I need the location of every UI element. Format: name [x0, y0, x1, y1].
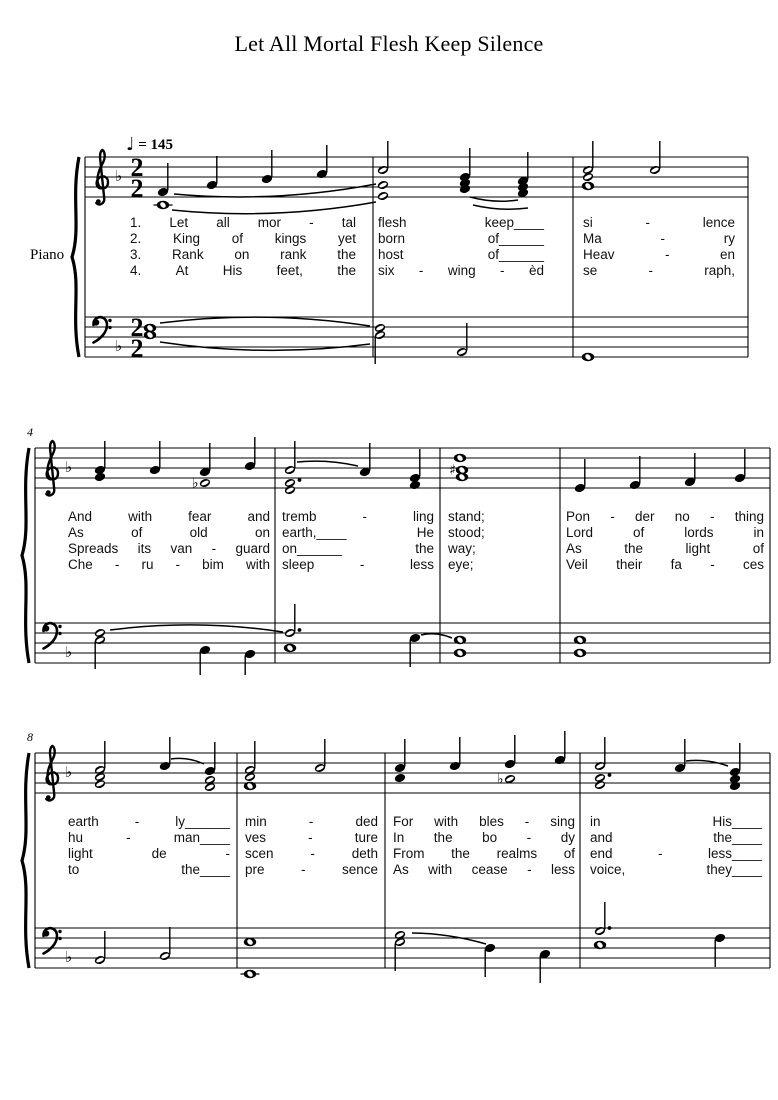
half-note	[377, 191, 390, 202]
lyric-line-verse-2: hu - man____	[68, 830, 230, 845]
lyric-line-verse-4: voice, they____	[590, 862, 762, 877]
lyric-line-verse-3: scen - deth	[245, 846, 378, 861]
time-signature-number: 2	[130, 334, 144, 363]
half-note	[594, 780, 607, 791]
half-note	[314, 739, 327, 773]
lyric-line-verse-1: flesh keep____	[378, 215, 544, 230]
lyric-line-verse-4: Veil their fa - ces	[566, 557, 764, 572]
flat-key-signature-icon: ♭	[65, 763, 73, 781]
lyric-line-verse-2: Ma - ry	[583, 231, 735, 246]
treble-clef-icon	[96, 150, 108, 205]
tie-slur	[172, 202, 376, 214]
brace-icon	[72, 157, 79, 357]
bass-clef-icon	[43, 928, 62, 953]
half-note	[377, 141, 390, 175]
flat-icon: ♭	[192, 475, 199, 492]
treble-clef-icon	[46, 746, 58, 801]
lyric-line-verse-4: six - wing - èd	[378, 263, 544, 278]
lyric-measure-column	[393, 814, 575, 878]
quarter-note	[159, 737, 172, 771]
lyric-line-verse-1: For with bles - sing	[393, 814, 575, 829]
quarter-note	[729, 781, 742, 792]
quarter-note-icon: ♩	[126, 134, 135, 155]
half-note	[582, 172, 595, 183]
quarter-note	[484, 943, 497, 977]
lyric-line-verse-2: In the bo - dy	[393, 830, 575, 845]
tie-slur	[174, 184, 376, 197]
treble-clef-icon	[46, 441, 58, 496]
lyric-line-verse-1: 1. Let all mor - tal	[130, 215, 356, 230]
quarter-note	[204, 742, 217, 776]
quarter-note	[206, 156, 219, 190]
quarter-note	[157, 163, 170, 197]
lyric-line-verse-2: stood;	[448, 525, 485, 540]
lyric-measure-column	[68, 814, 230, 878]
lyric-line-verse-2: earth,____ He	[282, 525, 434, 540]
half-note	[94, 779, 107, 790]
quarter-note	[714, 933, 727, 967]
lyric-line-verse-4: eye;	[448, 557, 474, 572]
flat-key-signature-icon: ♭	[115, 167, 123, 185]
quarter-note	[459, 148, 472, 182]
flat-key-signature-icon: ♭	[65, 458, 73, 476]
whole-note	[456, 473, 468, 481]
quarter-note	[674, 739, 687, 773]
flat-key-signature-icon: ♭	[65, 948, 73, 966]
quarter-note	[539, 949, 552, 983]
page-title: Let All Mortal Flesh Keep Silence	[234, 31, 544, 56]
lyric-line-verse-1: tremb - ling	[282, 509, 434, 524]
half-note	[394, 937, 407, 971]
tie-slur	[160, 342, 370, 350]
lyric-measure-column	[378, 215, 544, 279]
lyric-line-verse-4: sleep - less	[282, 557, 434, 572]
lyric-measure-column	[68, 509, 270, 573]
lyric-measure-column	[590, 814, 762, 878]
half-note	[244, 741, 257, 775]
lyric-line-verse-4: 4. At His feet, the	[130, 263, 356, 278]
quarter-note	[94, 472, 107, 483]
half-note	[497, 772, 516, 788]
half-note	[594, 902, 612, 936]
half-note	[94, 635, 107, 669]
half-note	[649, 141, 662, 175]
lyric-line-verse-3: way;	[448, 541, 476, 556]
quarter-note	[554, 731, 567, 765]
quarter-note	[199, 645, 212, 675]
lyric-line-verse-3: From the realms of	[393, 846, 575, 861]
quarter-note	[244, 437, 257, 471]
half-note	[284, 485, 297, 496]
quarter-note	[394, 739, 407, 773]
tempo-value: = 145	[138, 137, 174, 153]
time-signature-number: 2	[130, 313, 144, 342]
lyric-line-verse-4: se - raph,	[583, 263, 735, 278]
half-note	[594, 737, 607, 771]
lyric-line-verse-2: and the____	[590, 830, 762, 845]
time-signature-number: 2	[130, 153, 144, 182]
lyric-line-verse-3: Heav - en	[583, 247, 735, 262]
whole-note	[244, 782, 256, 790]
half-note	[94, 741, 107, 775]
lyric-line-verse-3: light de -	[68, 846, 230, 861]
lyric-measure-column	[282, 509, 434, 573]
lyric-line-verse-3: host of______	[378, 247, 544, 262]
half-note	[582, 141, 595, 175]
lyric-line-verse-4: As with cease - less	[393, 862, 575, 877]
quarter-note	[629, 456, 642, 490]
brace-icon	[22, 448, 29, 663]
time-signature-number: 2	[130, 174, 144, 203]
quarter-note	[316, 145, 329, 179]
quarter-note	[394, 773, 407, 784]
lyric-line-verse-3: end - less____	[590, 846, 762, 861]
lyric-measure-column	[130, 215, 356, 279]
whole-note	[454, 636, 466, 644]
half-note	[159, 927, 172, 961]
lyric-line-verse-1: in His____	[590, 814, 762, 829]
lyric-line-verse-4: pre - sence	[245, 862, 378, 877]
whole-note	[244, 938, 256, 946]
lyric-measure-column	[583, 215, 735, 279]
lyric-line-verse-3: As the light of	[566, 541, 764, 556]
tie-slur	[470, 197, 518, 201]
quarter-note	[729, 743, 742, 777]
lyric-measure-column	[245, 814, 378, 878]
lyric-line-verse-1: And with fear and	[68, 509, 270, 524]
lyric-measure-column	[566, 509, 764, 573]
whole-note	[574, 649, 586, 657]
lyric-line-verse-2: born of______	[378, 231, 544, 246]
lyric-line-verse-2: Lord of lords in	[566, 525, 764, 540]
lyric-line-verse-1: si - lence	[583, 215, 735, 230]
half-note	[377, 180, 390, 191]
brace-icon	[22, 753, 29, 968]
sharp-icon: ♯	[449, 462, 456, 479]
whole-note	[284, 644, 296, 652]
lyric-line-verse-3: Spreads its van - guard	[68, 541, 270, 556]
instrument-label: Piano	[30, 247, 65, 263]
quarter-note	[409, 480, 422, 491]
quarter-note	[409, 633, 422, 667]
flat-key-signature-icon: ♭	[65, 643, 73, 661]
lyric-line-verse-3: 3. Rank on rank the	[130, 247, 356, 262]
quarter-note	[574, 459, 587, 493]
flat-icon: ♭	[497, 771, 504, 788]
half-note	[456, 323, 469, 357]
whole-note	[241, 970, 260, 978]
lyric-line-verse-3: on______ the	[282, 541, 434, 556]
quarter-note	[449, 737, 462, 771]
lyric-line-verse-1: min - ded	[245, 814, 378, 829]
measure-number-8: 8	[27, 730, 33, 744]
lyric-line-verse-2: ves - ture	[245, 830, 378, 845]
tie-slur	[421, 634, 452, 638]
whole-note	[574, 636, 586, 644]
tie-slur	[110, 625, 283, 632]
whole-note	[582, 353, 594, 361]
whole-note	[454, 454, 466, 462]
whole-note	[154, 201, 173, 209]
lyric-line-verse-4: to the____	[68, 862, 230, 877]
whole-note	[144, 331, 156, 339]
quarter-note	[409, 449, 422, 483]
lyric-line-verse-1: Pon - der no - thing	[566, 509, 764, 524]
lyric-line-verse-2: 2. King of kings yet	[130, 231, 356, 246]
measure-number-4: 4	[27, 425, 33, 439]
lyric-line-verse-2: As of old on	[68, 525, 270, 540]
bass-clef-icon	[43, 623, 62, 648]
lyric-line-verse-4: Che - ru - bim with	[68, 557, 270, 572]
tie-slur	[473, 205, 528, 209]
quarter-note	[504, 735, 517, 769]
quarter-note	[734, 449, 747, 483]
bass-clef-icon	[93, 317, 112, 342]
lyric-line-verse-1: earth - ly______	[68, 814, 230, 829]
whole-note	[582, 182, 594, 190]
tie-slur	[160, 317, 370, 326]
lyric-measure-column	[448, 509, 553, 573]
whole-note	[594, 941, 606, 949]
flat-key-signature-icon: ♭	[115, 337, 123, 355]
tie-slur	[297, 461, 358, 466]
whole-note	[454, 649, 466, 657]
lyric-line-verse-1: stand;	[448, 509, 485, 524]
